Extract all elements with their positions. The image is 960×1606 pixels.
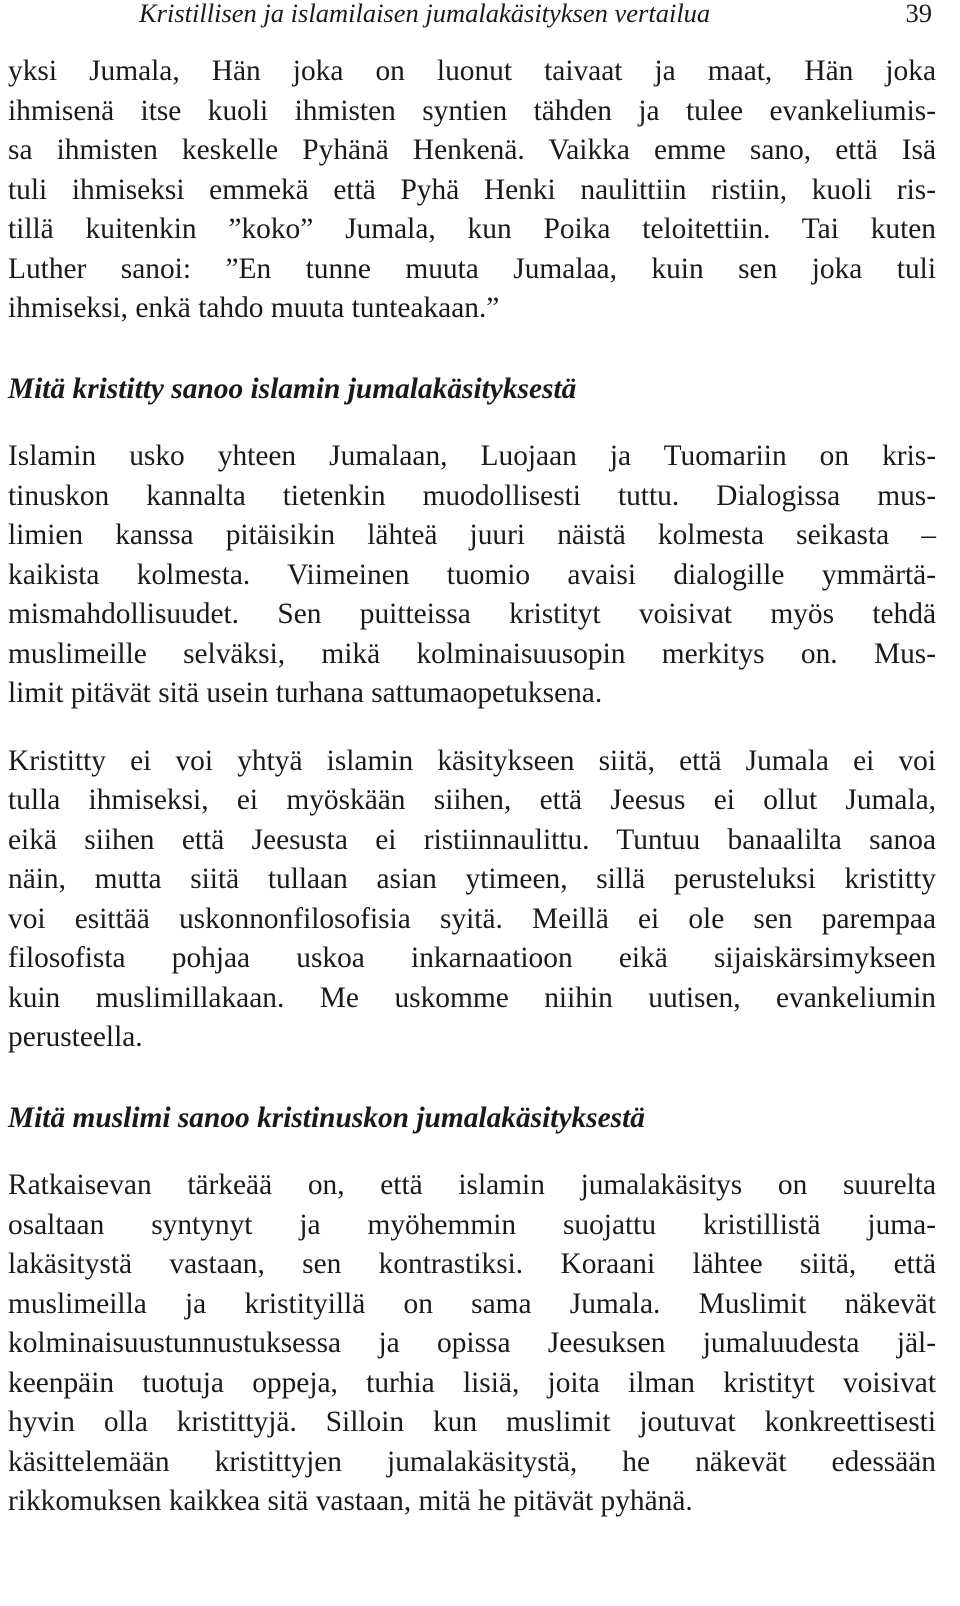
text-line: mismahdollisuudet. Sen puitteissa kristityt voisivat myös tehdä (8, 598, 936, 630)
text-line: limit pitävät sitä usein turhana sattumaopetuksena. (8, 677, 603, 709)
spacer (8, 1138, 936, 1166)
text-line: kuin muslimillakaan. Me uskomme niihin uutisen, evankeliumin (8, 981, 936, 1014)
spacer (8, 714, 936, 742)
text-line: Ratkaisevan tärkeää on, että islamin jumalakäsitys on suurelta (8, 1169, 936, 1201)
text-line: limien kanssa pitäisikin lähteä juuri näistä kolmesta seikasta – (8, 519, 936, 551)
text-line: tinuskon kannalta tietenkin muodollisesti tuttu. Dialogissa mus- (8, 479, 936, 512)
text-line: osaltaan syntynyt ja myöhemmin suojattu kristillistä juma- (8, 1208, 936, 1241)
text-line: filosofista pohjaa uskoa inkarnaatioon eikä sijaiskärsimykseen (8, 942, 936, 974)
text-line: Luther sanoi: ”En tunne muuta Jumalaa, kuin sen joka tuli (8, 252, 936, 285)
text-line: muslimeilla ja kristityillä on sama Jumala. Muslimit näkevät (8, 1287, 936, 1320)
text-line: tuli ihmiseksi emmekä että Pyhä Henki naulittiin ristiin, kuoli ris- (8, 173, 936, 206)
text-line: näin, mutta siitä tullaan asian ytimeen, sillä perusteluksi kristitty (8, 863, 936, 895)
spacer (8, 329, 936, 370)
text-line: ihmiseksi, enkä tahdo muuta tunteakaan.” (8, 292, 500, 324)
text-line: kaikista kolmesta. Viimeinen tuomio avaisi dialogille ymmärtä- (8, 558, 936, 591)
section-heading-muslim-view: Mitä muslimi sanoo kristinuskon jumalakäsityksestä (8, 1101, 645, 1134)
page-body (8, 52, 936, 1522)
text-line: sa ihmisten keskelle Pyhänä Henkenä. Vaikka emme sano, että Isä (8, 134, 936, 166)
paragraph-continuation (8, 52, 936, 329)
text-line: käsittelemään kristittyjen jumalakäsitystä, he näkevät edessään (8, 1445, 936, 1478)
paragraph-christian-disagreement (8, 742, 936, 1058)
text-line: Kristitty ei voi yhtyä islamin käsitykseen siitä, että Jumala ei voi (8, 744, 936, 777)
text-line: voi esittää uskonnonfilosofisia syitä. Meillä ei ole sen parempaa (8, 902, 936, 935)
spacer (8, 409, 936, 437)
text-line: muslimeille selväksi, mikä kolminaisuusopin merkitys on. Mus- (8, 637, 936, 670)
spacer (8, 1058, 936, 1099)
text-line: ihmisenä itse kuoli ihmisten syntien tähden ja tulee evankeliumis- (8, 94, 936, 127)
running-header (0, 0, 960, 30)
text-line: lakäsitystä vastaan, sen kontrastiksi. Koraani lähtee siitä, että (8, 1248, 936, 1280)
text-line: hyvin olla kristittyjä. Silloin kun muslimit joutuvat konkreettisesti (8, 1406, 936, 1438)
text-line: tillä kuitenkin ”koko” Jumala, kun Poika teloitettiin. Tai kuten (8, 213, 936, 245)
page-number: 39 (905, 0, 932, 28)
text-line: Islamin usko yhteen Jumalaan, Luojaan ja Tuomariin on kris- (8, 440, 936, 472)
text-line: rikkomuksen kaikkea sitä vastaan, mitä he pitävät pyhänä. (8, 1485, 693, 1517)
paragraph-islam-belief (8, 437, 936, 714)
running-title: Kristillisen ja islamilaisen jumalakäsityksen vertailua (139, 0, 711, 28)
text-line: yksi Jumala, Hän joka on luonut taivaat ja maat, Hän joka (8, 55, 936, 87)
text-line: kolminaisuustunnustuksessa ja opissa Jeesuksen jumaluudesta jäl- (8, 1327, 936, 1359)
text-line: perusteella. (8, 1021, 143, 1053)
text-line: tulla ihmiseksi, ei myöskään siihen, että Jeesus ei ollut Jumala, (8, 784, 936, 816)
text-line: eikä siihen että Jeesusta ei ristiinnaulittu. Tuntuu banaalilta sanoa (8, 823, 936, 856)
paragraph-muslim-perspective (8, 1166, 936, 1522)
section-heading-christian-view: Mitä kristitty sanoo islamin jumalakäsityksestä (8, 372, 577, 405)
text-line: keenpäin tuotuja oppeja, turhia lisiä, joita ilman kristityt voisivat (8, 1366, 936, 1399)
